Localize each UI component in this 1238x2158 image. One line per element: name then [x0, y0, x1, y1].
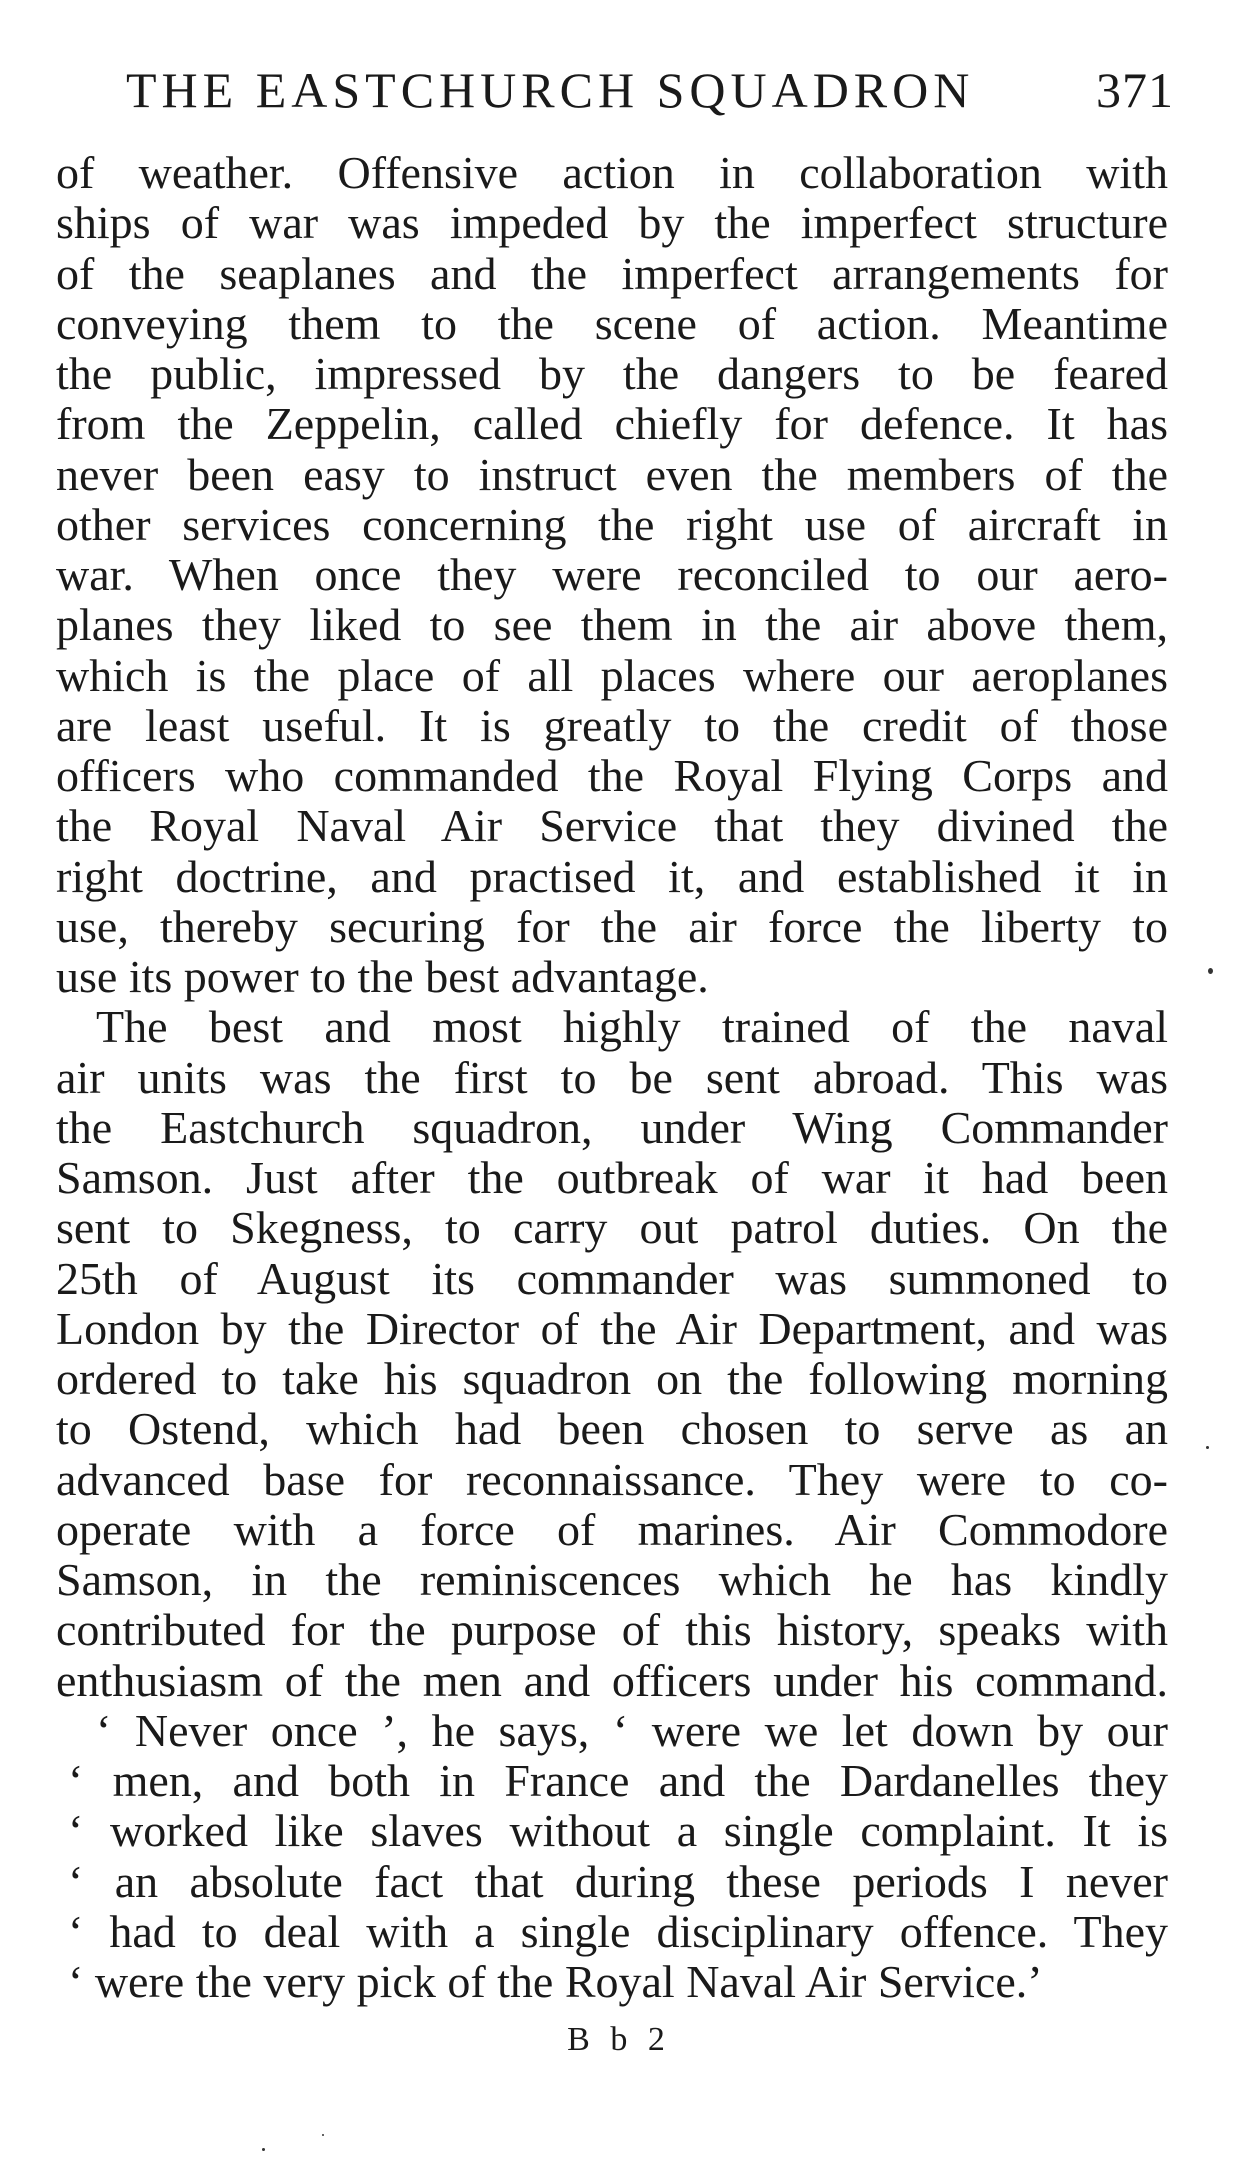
text-line: advanced base for reconnaissance. They were to co-	[56, 1454, 1168, 1505]
text-line: the Eastchurch squadron, under Wing Commander	[56, 1102, 1168, 1153]
text-line: from the Zeppelin, called chiefly for defence. It has	[56, 399, 1168, 450]
ink-speck	[1206, 1446, 1209, 1449]
ink-speck	[322, 2134, 324, 2136]
text-line: Samson, in the reminiscences which he has kindly	[56, 1555, 1168, 1605]
text-line: contributed for the purpose of this history, speaks with	[56, 1605, 1168, 1656]
quote-line: ‘ men, and both in France and the Dardanelles they	[68, 1756, 1168, 1806]
text-line: London by the Director of the Air Department, and was	[56, 1303, 1168, 1354]
text-line: operate with a force of marines. Air Commodore	[56, 1504, 1168, 1555]
page-number: 371	[1096, 62, 1174, 118]
quote-line: ‘ an absolute fact that during these periods I never	[68, 1856, 1168, 1907]
text-line: enthusiasm of the men and officers under his command.	[56, 1655, 1168, 1706]
text-line: to Ostend, which had been chosen to serve as an	[56, 1404, 1168, 1455]
text-line: right doctrine, and practised it, and established it in	[56, 851, 1168, 902]
quote-line: ‘ were the very pick of the Royal Naval Air Service.’	[68, 1957, 1043, 2007]
text-line: planes they liked to see them in the air above them,	[56, 600, 1168, 651]
text-line: air units was the first to be sent abroad. This was	[56, 1052, 1168, 1103]
text-line: officers who commanded the Royal Flying Corps and	[56, 751, 1168, 801]
text-line: of the seaplanes and the imperfect arrangements for	[56, 248, 1168, 299]
text-line: which is the place of all places where our aeroplanes	[56, 650, 1168, 701]
text-line: 25th of August its commander was summoned to	[56, 1253, 1168, 1304]
text-line: ships of war was impeded by the imperfect structure	[56, 198, 1168, 249]
text-line: use, thereby securing for the air force the liberty to	[56, 901, 1168, 952]
quote-first-line: ‘ Never once ’, he says, ‘ were we let down by our	[96, 1705, 1168, 1756]
text-line: never been easy to instruct even the members of the	[56, 449, 1168, 500]
text-line: of weather. Offensive action in collaboration with	[56, 148, 1168, 198]
text-line: war. When once they were reconciled to our aero-	[56, 550, 1168, 600]
signature-mark: B b 2	[567, 2021, 671, 2058]
text-line: the Royal Naval Air Service that they divined the	[56, 801, 1168, 852]
ink-speck	[262, 2148, 265, 2151]
text-line: sent to Skegness, to carry out patrol duties. On the	[56, 1203, 1168, 1254]
text-line: ordered to take his squadron on the following morning	[56, 1354, 1168, 1404]
running-title: THE EASTCHURCH SQUADRON	[126, 62, 975, 118]
text-line: are least useful. It is greatly to the credit of those	[56, 700, 1168, 751]
text-line: other services concerning the right use of aircraft in	[56, 499, 1168, 550]
text-line: Samson. Just after the outbreak of war it had been	[56, 1153, 1168, 1203]
running-header	[56, 60, 1174, 120]
ink-speck	[1208, 968, 1213, 974]
body-text	[56, 148, 1168, 2007]
text-line: conveying them to the scene of action. Meantime	[56, 298, 1168, 349]
paragraph-first-line: The best and most highly trained of the naval	[96, 1002, 1168, 1053]
quote-line: ‘ worked like slaves without a single complaint. It is	[68, 1806, 1168, 1857]
quote-line: ‘ had to deal with a single disciplinary offence. They	[68, 1906, 1168, 1957]
text-line: use its power to the best advantage.	[56, 952, 709, 1002]
text-line: the public, impressed by the dangers to be feared	[56, 349, 1168, 399]
